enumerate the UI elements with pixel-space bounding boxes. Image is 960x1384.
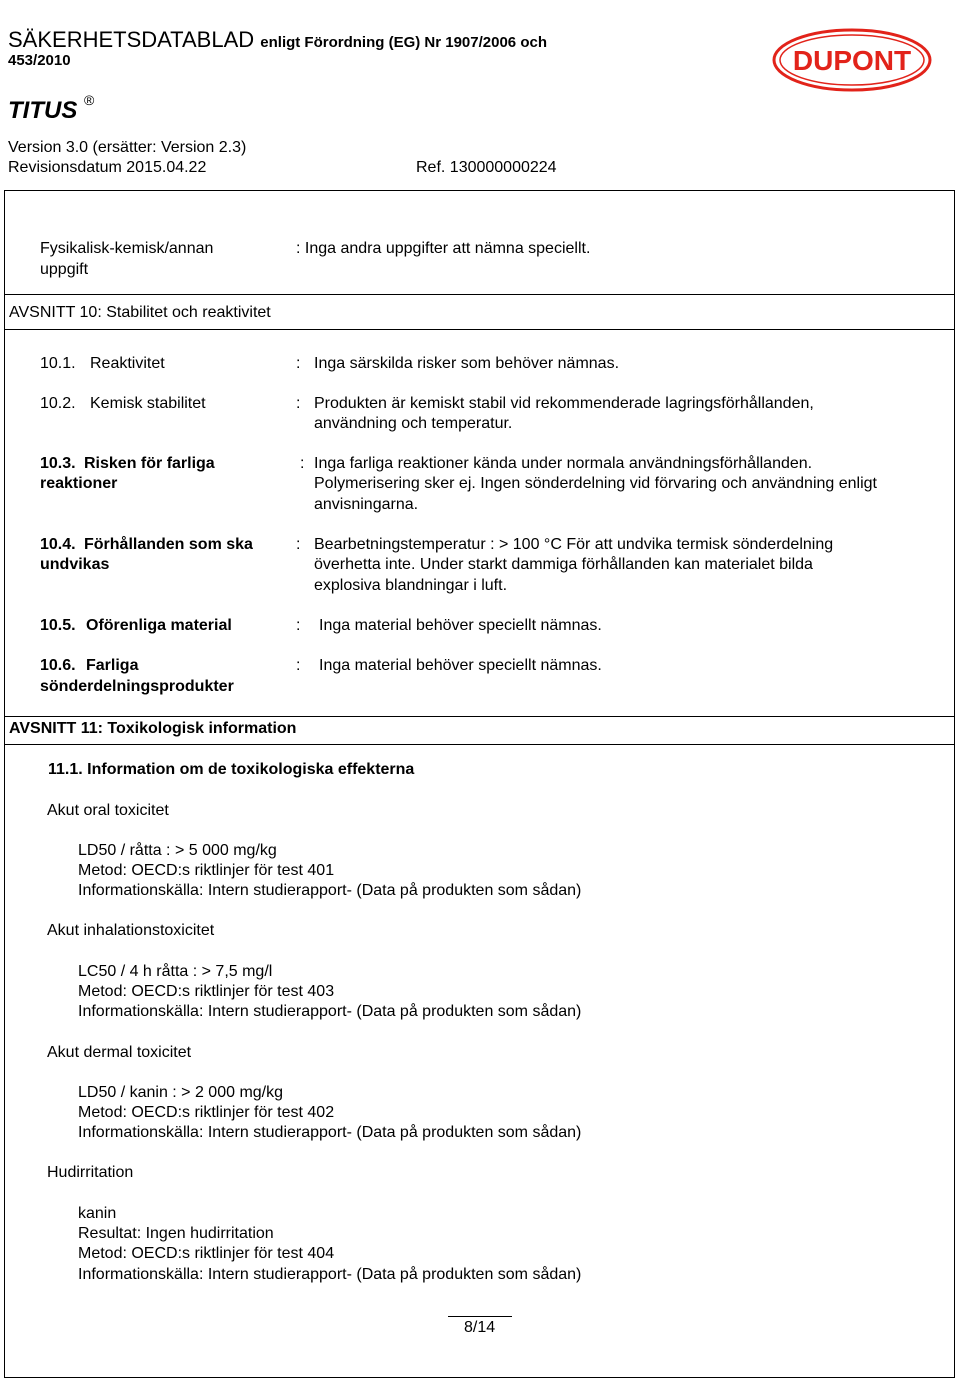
prev-label-2: uppgift xyxy=(40,261,89,278)
revision-date: Revisionsdatum 2015.04.22 xyxy=(8,159,207,176)
item-10-2-label: Kemisk stabilitet xyxy=(90,395,206,412)
group-line: Metod: OECD:s riktlinjer för test 404 xyxy=(78,1245,335,1262)
regulation-text-2: 453/2010 xyxy=(8,52,71,69)
group-line: Resultat: Ingen hudirritation xyxy=(78,1225,274,1242)
item-10-1-num: 10.1. xyxy=(40,355,76,372)
colon: : xyxy=(296,657,301,674)
item-10-1-label: Reaktivitet xyxy=(90,355,165,372)
item-10-3-value-2: Polymerisering sker ej. Ingen sönderdelning vid förvaring och användning enligt xyxy=(314,475,877,492)
document-title: SÄKERHETSDATABLAD enligt Förordning (EG) Nr 1907/2006 och xyxy=(8,27,547,52)
item-10-4-value-2: överhetta inte. Under starkt dammiga förhållanden kan materialet bilda xyxy=(314,556,813,573)
item-10-2-value-2: användning och temperatur. xyxy=(314,415,513,432)
item-10-2-num: 10.2. xyxy=(40,395,76,412)
group-heading: Akut oral toxicitet xyxy=(47,802,169,819)
item-10-6-label-2: sönderdelningsprodukter xyxy=(40,678,234,695)
colon: : xyxy=(296,395,301,412)
section-11-1-title: 11.1. Information om de toxikologiska effekterna xyxy=(48,761,415,778)
group-line: Metod: OECD:s riktlinjer för test 402 xyxy=(78,1104,335,1121)
dupont-logo xyxy=(772,28,932,92)
item-10-5-value: Inga material behöver speciellt nämnas. xyxy=(319,617,602,634)
product-name: TITUS ® xyxy=(8,92,95,124)
group-line: LD50 / kanin : > 2 000 mg/kg xyxy=(78,1084,284,1101)
item-10-2-value-1: Produkten är kemiskt stabil vid rekommenderade lagringsförhållanden, xyxy=(314,395,814,412)
section-divider xyxy=(4,744,955,745)
item-10-6-value: Inga material behöver speciellt nämnas. xyxy=(319,657,602,674)
section-11-title: AVSNITT 11: Toxikologisk information xyxy=(9,720,297,737)
group-heading: Akut inhalationstoxicitet xyxy=(47,922,215,939)
prev-label-1: Fysikalisk-kemisk/annan xyxy=(40,240,214,257)
page-number: 8/14 xyxy=(464,1319,496,1336)
item-10-5-num: 10.5. xyxy=(40,617,76,634)
item-10-3-value-1: Inga farliga reaktioner kända under normala användningsförhållanden. xyxy=(314,455,813,472)
item-10-1-value: Inga särskilda risker som behöver nämnas. xyxy=(314,355,620,372)
item-10-6-label: Farliga xyxy=(86,657,139,674)
group-line: Informationskälla: Intern studierapport- (Data på produkten som sådan) xyxy=(78,882,582,899)
colon: : xyxy=(296,355,301,372)
item-10-4-value-1: Bearbetningstemperatur : > 100 °C För att undvika termisk sönderdelning xyxy=(314,536,834,553)
item-10-3-label-2: reaktioner xyxy=(40,475,118,492)
item-10-3-value-3: anvisningarna. xyxy=(314,496,419,513)
group-line: Informationskälla: Intern studierapport- (Data på produkten som sådan) xyxy=(78,1124,582,1141)
logo-text: DUPONT xyxy=(792,45,912,76)
group-line: Metod: OECD:s riktlinjer för test 403 xyxy=(78,983,335,1000)
item-10-6-num: 10.6. xyxy=(40,657,76,674)
item-10-3-label: Risken för farliga xyxy=(84,455,215,472)
registered-mark: ® xyxy=(84,92,95,108)
group-line: kanin xyxy=(78,1205,117,1222)
group-line: Informationskälla: Intern studierapport- (Data på produkten som sådan) xyxy=(78,1266,582,1283)
prev-value: : Inga andra uppgifter att nämna speciellt. xyxy=(296,240,591,257)
section-divider xyxy=(4,294,955,295)
section-divider xyxy=(4,329,955,330)
footer-rule xyxy=(448,1316,512,1317)
section-10-title: AVSNITT 10: Stabilitet och reaktivitet xyxy=(9,304,271,321)
regulation-text: enligt Förordning (EG) Nr 1907/2006 och xyxy=(260,34,547,51)
version-info: Version 3.0 (ersätter: Version 2.3) xyxy=(8,139,247,156)
group-heading: Akut dermal toxicitet xyxy=(47,1044,192,1061)
item-10-4-value-3: explosiva blandningar i luft. xyxy=(314,577,508,594)
colon: : xyxy=(296,536,301,553)
colon: : xyxy=(300,455,305,472)
item-10-4-num: 10.4. xyxy=(40,536,76,553)
section-divider xyxy=(4,716,955,717)
item-10-4-label-2: undvikas xyxy=(40,556,110,573)
item-10-4-label: Förhållanden som ska xyxy=(84,536,253,553)
colon: : xyxy=(296,617,301,634)
item-10-5-label: Oförenliga material xyxy=(86,617,232,634)
group-line: LC50 / 4 h råtta : > 7,5 mg/l xyxy=(78,963,273,980)
group-line: Informationskälla: Intern studierapport- (Data på produkten som sådan) xyxy=(78,1003,582,1020)
group-line: LD50 / råtta : > 5 000 mg/kg xyxy=(78,842,277,859)
group-line: Metod: OECD:s riktlinjer för test 401 xyxy=(78,862,335,879)
reference-number: Ref. 130000000224 xyxy=(416,159,557,176)
group-heading: Hudirritation xyxy=(47,1164,134,1181)
item-10-3-num: 10.3. xyxy=(40,455,76,472)
